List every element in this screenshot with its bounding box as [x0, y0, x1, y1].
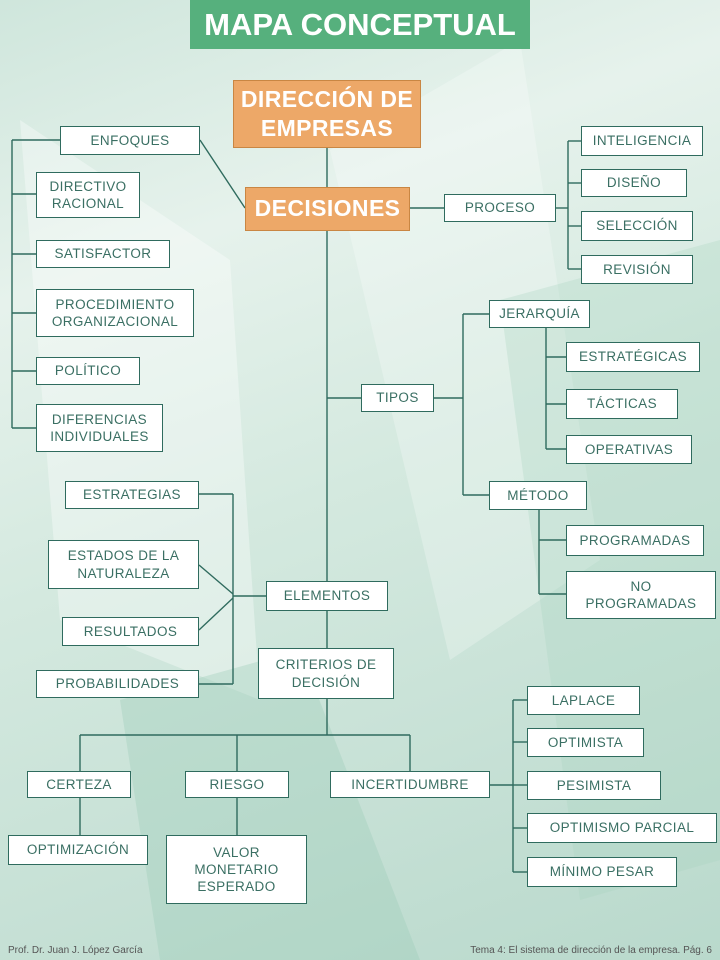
- jerarquia-item: OPERATIVAS: [566, 435, 692, 464]
- optimizacion-node: OPTIMIZACIÓN: [8, 835, 148, 865]
- proceso-node: PROCESO: [444, 194, 556, 222]
- footer-page-info: Tema 4: El sistema de dirección de la empresa. Pág. 6: [470, 945, 712, 956]
- certeza-node: CERTEZA: [27, 771, 131, 798]
- enfoque-item: PROCEDIMIENTO ORGANIZACIONAL: [36, 289, 194, 337]
- proceso-item: DISEÑO: [581, 169, 687, 197]
- metodo-node: MÉTODO: [489, 481, 587, 510]
- valor-monetario-node: VALOR MONETARIO ESPERADO: [166, 835, 307, 904]
- decisiones-node: DECISIONES: [245, 187, 410, 231]
- proceso-item: INTELIGENCIA: [581, 126, 703, 156]
- root-node: DIRECCIÓN DE EMPRESAS: [233, 80, 421, 148]
- jerarquia-item: ESTRATÉGICAS: [566, 342, 700, 372]
- incertidumbre-item: OPTIMISTA: [527, 728, 644, 757]
- proceso-item: SELECCIÓN: [581, 211, 693, 241]
- metodo-item: NO PROGRAMADAS: [566, 571, 716, 619]
- elemento-item: ESTRATEGIAS: [65, 481, 199, 509]
- elemento-item: RESULTADOS: [62, 617, 199, 646]
- enfoque-item: POLÍTICO: [36, 357, 140, 385]
- jerarquia-node: JERARQUÍA: [489, 300, 590, 328]
- incertidumbre-item: OPTIMISMO PARCIAL: [527, 813, 717, 843]
- enfoques-node: ENFOQUES: [60, 126, 200, 155]
- elemento-item: ESTADOS DE LA NATURALEZA: [48, 540, 199, 589]
- metodo-item: PROGRAMADAS: [566, 525, 704, 556]
- elementos-node: ELEMENTOS: [266, 581, 388, 611]
- proceso-item: REVISIÓN: [581, 255, 693, 284]
- incertidumbre-item: MÍNIMO PESAR: [527, 857, 677, 887]
- enfoque-item: DIRECTIVO RACIONAL: [36, 172, 140, 218]
- criterios-node: CRITERIOS DE DECISIÓN: [258, 648, 394, 699]
- jerarquia-item: TÁCTICAS: [566, 389, 678, 419]
- footer-author: Prof. Dr. Juan J. López García: [8, 945, 143, 956]
- page-title: MAPA CONCEPTUAL: [190, 0, 530, 49]
- elemento-item: PROBABILIDADES: [36, 670, 199, 698]
- incertidumbre-item: PESIMISTA: [527, 771, 661, 800]
- incertidumbre-node: INCERTIDUMBRE: [330, 771, 490, 798]
- tipos-node: TIPOS: [361, 384, 434, 412]
- incertidumbre-item: LAPLACE: [527, 686, 640, 715]
- enfoque-item: SATISFACTOR: [36, 240, 170, 268]
- enfoque-item: DIFERENCIAS INDIVIDUALES: [36, 404, 163, 452]
- riesgo-node: RIESGO: [185, 771, 289, 798]
